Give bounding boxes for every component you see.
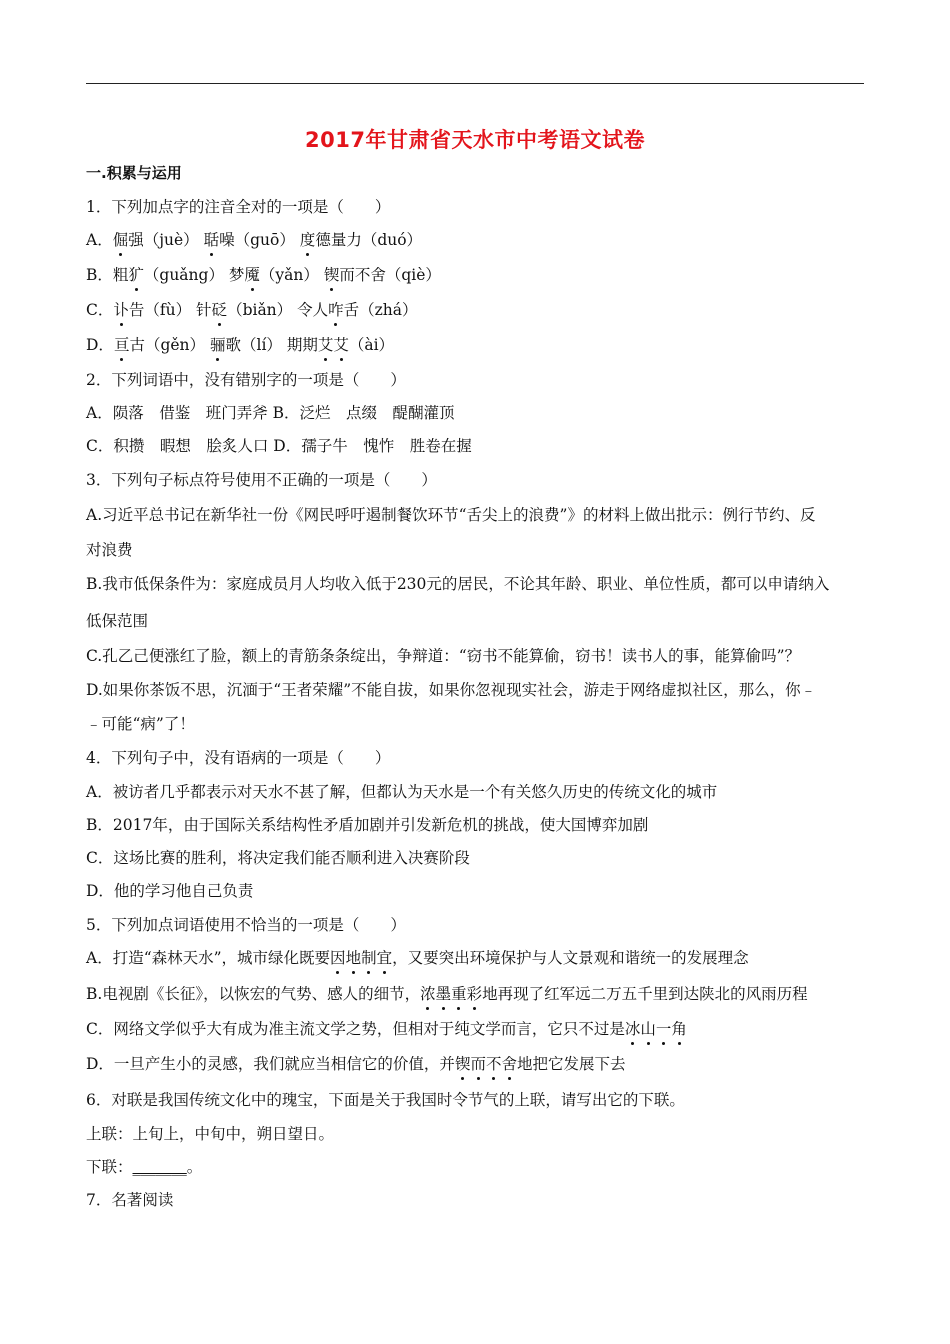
emphasis-char: 咋 bbox=[328, 301, 344, 319]
emphasis-char: 制 bbox=[361, 949, 377, 967]
text-line bbox=[86, 914, 406, 936]
line-text: 4．下列句子中，没有语病的一项是（ ） bbox=[86, 749, 391, 767]
text-line bbox=[86, 610, 148, 632]
line-text: A． bbox=[86, 231, 113, 249]
emphasis-char: 浓 bbox=[420, 985, 436, 1003]
emphasis-char: 彩 bbox=[466, 985, 483, 1003]
line-text: ，又要突出环境保护与人文景观和谐统一的发展理念 bbox=[392, 949, 749, 967]
line-text: 2．下列词语中，没有错别字的一项是（ ） bbox=[86, 371, 406, 389]
line-text: 而不舍（qiè） bbox=[339, 266, 441, 284]
text-line bbox=[86, 1018, 687, 1040]
text-line bbox=[86, 299, 418, 321]
emphasis-char: 艾 bbox=[317, 336, 334, 354]
emphasis-char: 山 bbox=[640, 1020, 656, 1038]
emphasis-char: 而 bbox=[470, 1055, 486, 1073]
line-text: 低保范围 bbox=[86, 612, 149, 630]
emphasis-char: 讣 bbox=[113, 301, 129, 319]
text-line bbox=[86, 1053, 626, 1075]
line-text: 7．名著阅读 bbox=[86, 1191, 174, 1209]
line-text: 上联：上旬上，中旬中，朔日望日。 bbox=[86, 1125, 335, 1143]
text-line bbox=[86, 369, 406, 391]
emphasis-char: 魇 bbox=[244, 266, 260, 284]
line-text: 歌（lí） 期期 bbox=[225, 336, 318, 354]
text-line bbox=[86, 679, 816, 701]
line-text: B.我市低保条件为：家庭成员月人均收入低于230元的居民，不论其年龄、职业、单位性质，都可以申请纳入 bbox=[86, 575, 830, 593]
text-line bbox=[86, 947, 749, 969]
line-text: D． bbox=[86, 336, 114, 354]
text-line bbox=[86, 983, 808, 1005]
line-text: C．网络文学似乎大有成为准主流文学之势，但相对于纯文学而言，它只不过是 bbox=[86, 1020, 625, 1038]
line-text: C.孔乙己便涨红了脸，额上的青筋条条绽出，争辩道：“窃书不能算偷，窃书！读书人的事，能算偷吗”？ bbox=[86, 647, 801, 665]
emphasis-char: 墨 bbox=[435, 985, 452, 1003]
text-line bbox=[86, 539, 133, 561]
text-line bbox=[86, 229, 422, 251]
line-text: B.电视剧《长征》，以恢宏的气势、感人的细节， bbox=[86, 985, 421, 1003]
emphasis-char: 宜 bbox=[376, 949, 393, 967]
emphasis-char: 一 bbox=[655, 1020, 672, 1038]
text-line bbox=[86, 573, 829, 595]
text-line bbox=[86, 504, 815, 526]
line-text: A．陨落 借鉴 班门弄斧 B．泛烂 点缀 醍醐灌顶 bbox=[86, 404, 455, 422]
text-line bbox=[86, 196, 390, 218]
text-line bbox=[86, 334, 394, 356]
line-text: C．这场比赛的胜利，将决定我们能否顺利进入决赛阶段 bbox=[86, 849, 470, 867]
emphasis-char: 锲 bbox=[454, 1055, 471, 1073]
emphasis-char: 锲 bbox=[323, 266, 340, 284]
line-text: A．被访者几乎都表示对天水不甚了解，但都认为天水是一个有关悠久历史的传统文化的城市 bbox=[86, 783, 718, 801]
text-line bbox=[86, 880, 253, 902]
line-text: 。 bbox=[186, 1158, 203, 1176]
line-text: D.如果你茶饭不思，沉湎于“王者荣耀”不能自拔，如果你忽视现实社会，游走于网络虚拟社区，那么，你﹣ bbox=[86, 681, 817, 699]
page-title: 2017年甘肃省天水市中考语文试卷 bbox=[305, 128, 645, 152]
line-text: 德量力（duó） bbox=[315, 231, 423, 249]
text-line bbox=[86, 264, 441, 286]
text-line bbox=[86, 1156, 202, 1178]
line-text: 1．下列加点字的注音全对的一项是（ ） bbox=[86, 198, 391, 216]
emphasis-char: 因 bbox=[330, 949, 346, 967]
line-text: B．2017年，由于国际关系结构性矛盾加剧并引发新危机的挑战，使大国博弈加剧 bbox=[86, 816, 649, 834]
emphasis-char: 地 bbox=[345, 949, 362, 967]
section-heading: 一.积累与运用 bbox=[86, 164, 182, 182]
line-text: （biǎn） 令人 bbox=[227, 301, 329, 319]
text-line bbox=[86, 645, 800, 667]
line-text: 告（fù） 针 bbox=[128, 301, 212, 319]
emphasis-char: 犷 bbox=[128, 266, 144, 284]
line-text: A.习近平总书记在新华社一份《网民呼吁遏制餐饮环节“舌尖上的浪费”》的材料上做出批示：例行节约、反 bbox=[86, 506, 816, 524]
line-text: 强（juè） bbox=[128, 231, 204, 249]
emphasis-char: 倔 bbox=[112, 231, 129, 249]
emphasis-char: 亘 bbox=[113, 336, 130, 354]
text-line bbox=[86, 747, 390, 769]
emphasis-char: 冰 bbox=[624, 1020, 641, 1038]
line-text: B．粗 bbox=[86, 266, 129, 284]
line-text: 3．下列句子标点符号使用不正确的一项是（ ） bbox=[86, 471, 437, 489]
emphasis-char: 舍 bbox=[501, 1055, 517, 1073]
text-line bbox=[86, 713, 195, 735]
line-text: C．积攒 暇想 脍炙人口 D．孺子牛 愧怍 胜卷在握 bbox=[86, 437, 472, 455]
line-text: 5．下列加点词语使用不恰当的一项是（ ） bbox=[86, 916, 406, 934]
line-text: ﹣可能“病”了！ bbox=[86, 715, 195, 733]
line-text: A．打造“森林天水”，城市绿化既要 bbox=[86, 949, 331, 967]
line-text: 舌（zhá） bbox=[343, 301, 418, 319]
line-text: 噪（guō） bbox=[219, 231, 300, 249]
text-line bbox=[86, 469, 437, 491]
text-line bbox=[86, 1189, 173, 1211]
text-line bbox=[86, 781, 717, 803]
emphasis-char: 角 bbox=[671, 1020, 687, 1038]
line-text: （ài） bbox=[348, 336, 395, 354]
line-text: 古（gěn） bbox=[129, 336, 210, 354]
line-text: D．他的学习他自己负责 bbox=[86, 882, 254, 900]
line-text: （guǎng） 梦 bbox=[143, 266, 245, 284]
line-text: D．一旦产生小的灵感，我们就应当相信它的价值，并 bbox=[86, 1055, 455, 1073]
emphasis-char: 骊 bbox=[209, 336, 226, 354]
answer-blank: _______ bbox=[132, 1158, 187, 1176]
line-text: 对浪费 bbox=[86, 541, 133, 559]
emphasis-char: 聒 bbox=[203, 231, 220, 249]
line-text: （yǎn） bbox=[259, 266, 324, 284]
emphasis-char: 艾 bbox=[333, 336, 349, 354]
emphasis-char: 砭 bbox=[211, 301, 228, 319]
line-text: 地再现了红军远二万五千里到达陕北的风雨历程 bbox=[482, 985, 808, 1003]
text-line bbox=[86, 847, 470, 869]
text-line bbox=[86, 402, 455, 424]
text-line bbox=[86, 1123, 334, 1145]
line-text: 地把它发展下去 bbox=[517, 1055, 626, 1073]
emphasis-char: 重 bbox=[451, 985, 467, 1003]
line-text: C． bbox=[86, 301, 114, 319]
text-line bbox=[86, 814, 648, 836]
text-line bbox=[86, 1089, 685, 1111]
emphasis-char: 度 bbox=[299, 231, 316, 249]
line-text: 下联： bbox=[86, 1158, 133, 1176]
emphasis-char: 不 bbox=[485, 1055, 502, 1073]
line-text: 6．对联是我国传统文化中的瑰宝，下面是关于我国时令节气的上联，请写出它的下联。 bbox=[86, 1091, 685, 1109]
text-line bbox=[86, 435, 472, 457]
header-rule bbox=[86, 83, 864, 84]
